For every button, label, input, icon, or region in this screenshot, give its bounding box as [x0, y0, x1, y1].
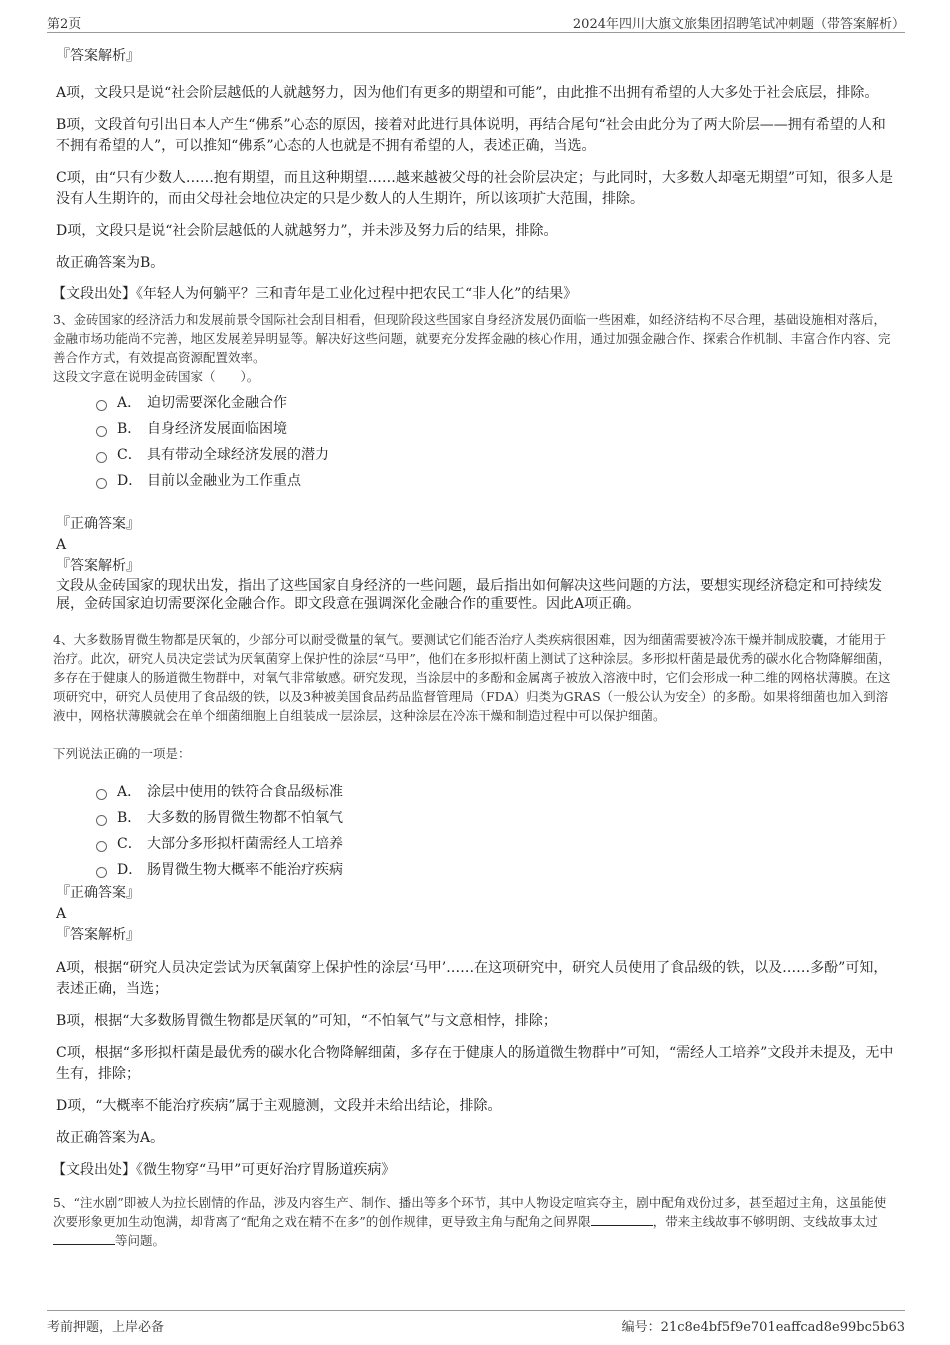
radio-icon[interactable]: [96, 478, 107, 489]
q3-option-b[interactable]: B． 自身经济发展面临困境: [96, 416, 894, 442]
q4-conclusion: 故正确答案为A。: [56, 1130, 165, 1146]
q3-analysis: 文段从金砖国家的现状出发，指出了这些国家自身经济的一些问题，最后指出如何解决这些问题的方法，要想实现经济稳定和可持续发展，金砖国家迫切需要深化金融合作。即文段意在强调深化金融合作的重要性。因此A项正确。: [56, 578, 882, 612]
q4-option-c[interactable]: C． 大部分多形拟杆菌需经人工培养: [96, 831, 894, 857]
q3-option-a[interactable]: A． 迫切需要深化金融合作: [96, 390, 894, 416]
page-footer: [47, 1310, 905, 1341]
page-number: 第2页: [47, 17, 82, 32]
answer-blank[interactable]: [53, 1232, 115, 1245]
q2-analysis-a: A项，文段只是说“社会阶层越低的人就越努力，因为他们有更多的期望和可能”，由此推不出拥有希望的人大多处于社会底层，排除。: [56, 85, 879, 101]
document-id: 编号：21c8e4bf5f9e701eaffcad8e99bc5b63: [621, 1320, 905, 1335]
q4-option-a[interactable]: A． 涂层中使用的铁符合食品级标准: [96, 779, 894, 805]
q4-prompt: 下列说法正确的一项是：: [53, 746, 191, 761]
q3-answer-label: 『正确答案』: [56, 516, 140, 532]
q4-source: 【文段出处】《微生物穿“马甲”可更好治疗胃肠道疾病》: [52, 1162, 396, 1178]
page-header: [47, 10, 905, 33]
q2-analysis-b: B项，文段首句引出日本人产生“佛系”心态的原因，接着对此进行具体说明，再结合尾句“社会由此分为了两大阶层——拥有希望的人和不拥有希望的人”，可以推知“佛系”心态的人也就是不拥有希望的人，表述正确，当选。: [56, 117, 886, 154]
q3-analysis-label: 『答案解析』: [56, 558, 140, 574]
q3-options: [96, 390, 894, 494]
q4-analysis-a: A项，根据“研究人员决定尝试为厌氧菌穿上保护性的涂层‘马甲’……在这项研究中，研究人员使用了食品级的铁，以及……多酚”可知，表述正确，当选；: [56, 960, 888, 997]
answer-blank[interactable]: [591, 1213, 653, 1226]
q3-option-d[interactable]: D． 目前以金融业为工作重点: [96, 468, 894, 494]
q4-answer-label: 『正确答案』: [56, 885, 140, 901]
radio-icon[interactable]: [96, 815, 107, 826]
q3-option-c[interactable]: C． 具有带动全球经济发展的潜力: [96, 442, 894, 468]
document-title: 2024年四川大旗文旅集团招聘笔试冲刺题（带答案解析）: [572, 17, 905, 32]
radio-icon[interactable]: [96, 867, 107, 878]
q2-conclusion: 故正确答案为B。: [56, 255, 165, 271]
q4-analysis-b: B项，根据“大多数肠胃微生物都是厌氧的”可知，“不怕氧气”与文意相悖，排除；: [56, 1013, 557, 1029]
q4-option-b[interactable]: B． 大多数的肠胃微生物都不怕氧气: [96, 805, 894, 831]
radio-icon[interactable]: [96, 400, 107, 411]
footer-slogan: 考前押题，上岸必备: [47, 1320, 165, 1335]
q4-option-d[interactable]: D． 肠胃微生物大概率不能治疗疾病: [96, 857, 894, 883]
q3-answer: A: [56, 537, 67, 553]
q3-stem: 3、金砖国家的经济活力和发展前景令国际社会刮目相看，但现阶段这些国家自身经济发展仍面临一些困难，如经济结构不尽合理，基础设施相对落后，金融市场功能尚不完善，地区发展差异明显等。解决好这些问题，就要充分发挥金融的核心作用，通过加强金融合作、探索合作机制、丰富合作内容、完善合作方式，有效提高资源配置效率。: [53, 312, 891, 365]
q3-prompt: 这段文字意在说明金砖国家（ ）。: [53, 369, 260, 384]
q2-analysis-d: D项，文段只是说“社会阶层越低的人就越努力”，并未涉及努力后的结果，排除。: [56, 223, 558, 239]
radio-icon[interactable]: [96, 789, 107, 800]
q4-analysis-label: 『答案解析』: [56, 927, 140, 943]
radio-icon[interactable]: [96, 426, 107, 437]
document-body: [52, 44, 894, 1250]
q4-answer: A: [56, 906, 67, 922]
q4-analysis-c: C项，根据“多形拟杆菌是最优秀的碳水化合物降解细菌，多存在于健康人的肠道微生物群中”可知，“需经人工培养”文段并未提及，无中生有，排除；: [56, 1045, 894, 1082]
q2-analysis-c: C项，由“只有少数人……抱有期望，而且这种期望……越来越被父母的社会阶层决定；与此同时，大多数人却毫无期望”可知，很多人是没有人生期许的，而由父母社会地位决定的只是少数人的人生期许，所以该项扩大范围，排除。: [56, 170, 894, 207]
q2-source: 【文段出处】《年轻人为何躺平？三和青年是工业化过程中把农民工“非人化”的结果》: [52, 286, 578, 302]
q4-stem: 4、大多数肠胃微生物都是厌氧的，少部分可以耐受微量的氧气。要测试它们能否治疗人类疾病很困难，因为细菌需要被冷冻干燥并制成胶囊，才能用于治疗。此次，研究人员决定尝试为厌氧菌穿上保护性的涂层“马甲”，他们在多形拟杆菌上测试了这种涂层。多形拟杆菌是最优秀的碳水化合物降解细菌，多存在于健康人的肠道微生物群中，对氧气非常敏感。研究发现，当涂层中的多酚和金属离子被放入溶液中时，它们会形成一种二维的网格状薄膜。在这项研究中，研究人员使用了食品级的铁，以及3种被美国食品药品监督管理局（FDA）归类为GRAS（一般公认为安全）的多酚。如果将细菌也加入到溶液中，网格状薄膜就会在单个细菌细胞上自组装成一层涂层，这种涂层在冷冻干燥和制造过程中可以保护细菌。: [53, 632, 891, 723]
q2-analysis-label: 『答案解析』: [56, 48, 140, 64]
q4-options: [96, 779, 894, 883]
radio-icon[interactable]: [96, 841, 107, 852]
radio-icon[interactable]: [96, 452, 107, 463]
q5-stem: 5、“注水剧”即被人为拉长剧情的作品，涉及内容生产、制作、播出等多个环节，其中人物设定喧宾夺主，剧中配角戏份过多，甚至超过主角，这虽能使次要形象更加生动饱满，却背离了“配角之戏在精不在多”的创作规律，更导致主角与配角之间界限 ，带来主线故事不够明朗、支线故事太过等问题。: [53, 1195, 887, 1248]
q4-analysis-d: D项，“大概率不能治疗疾病”属于主观臆测，文段并未给出结论，排除。: [56, 1098, 502, 1114]
